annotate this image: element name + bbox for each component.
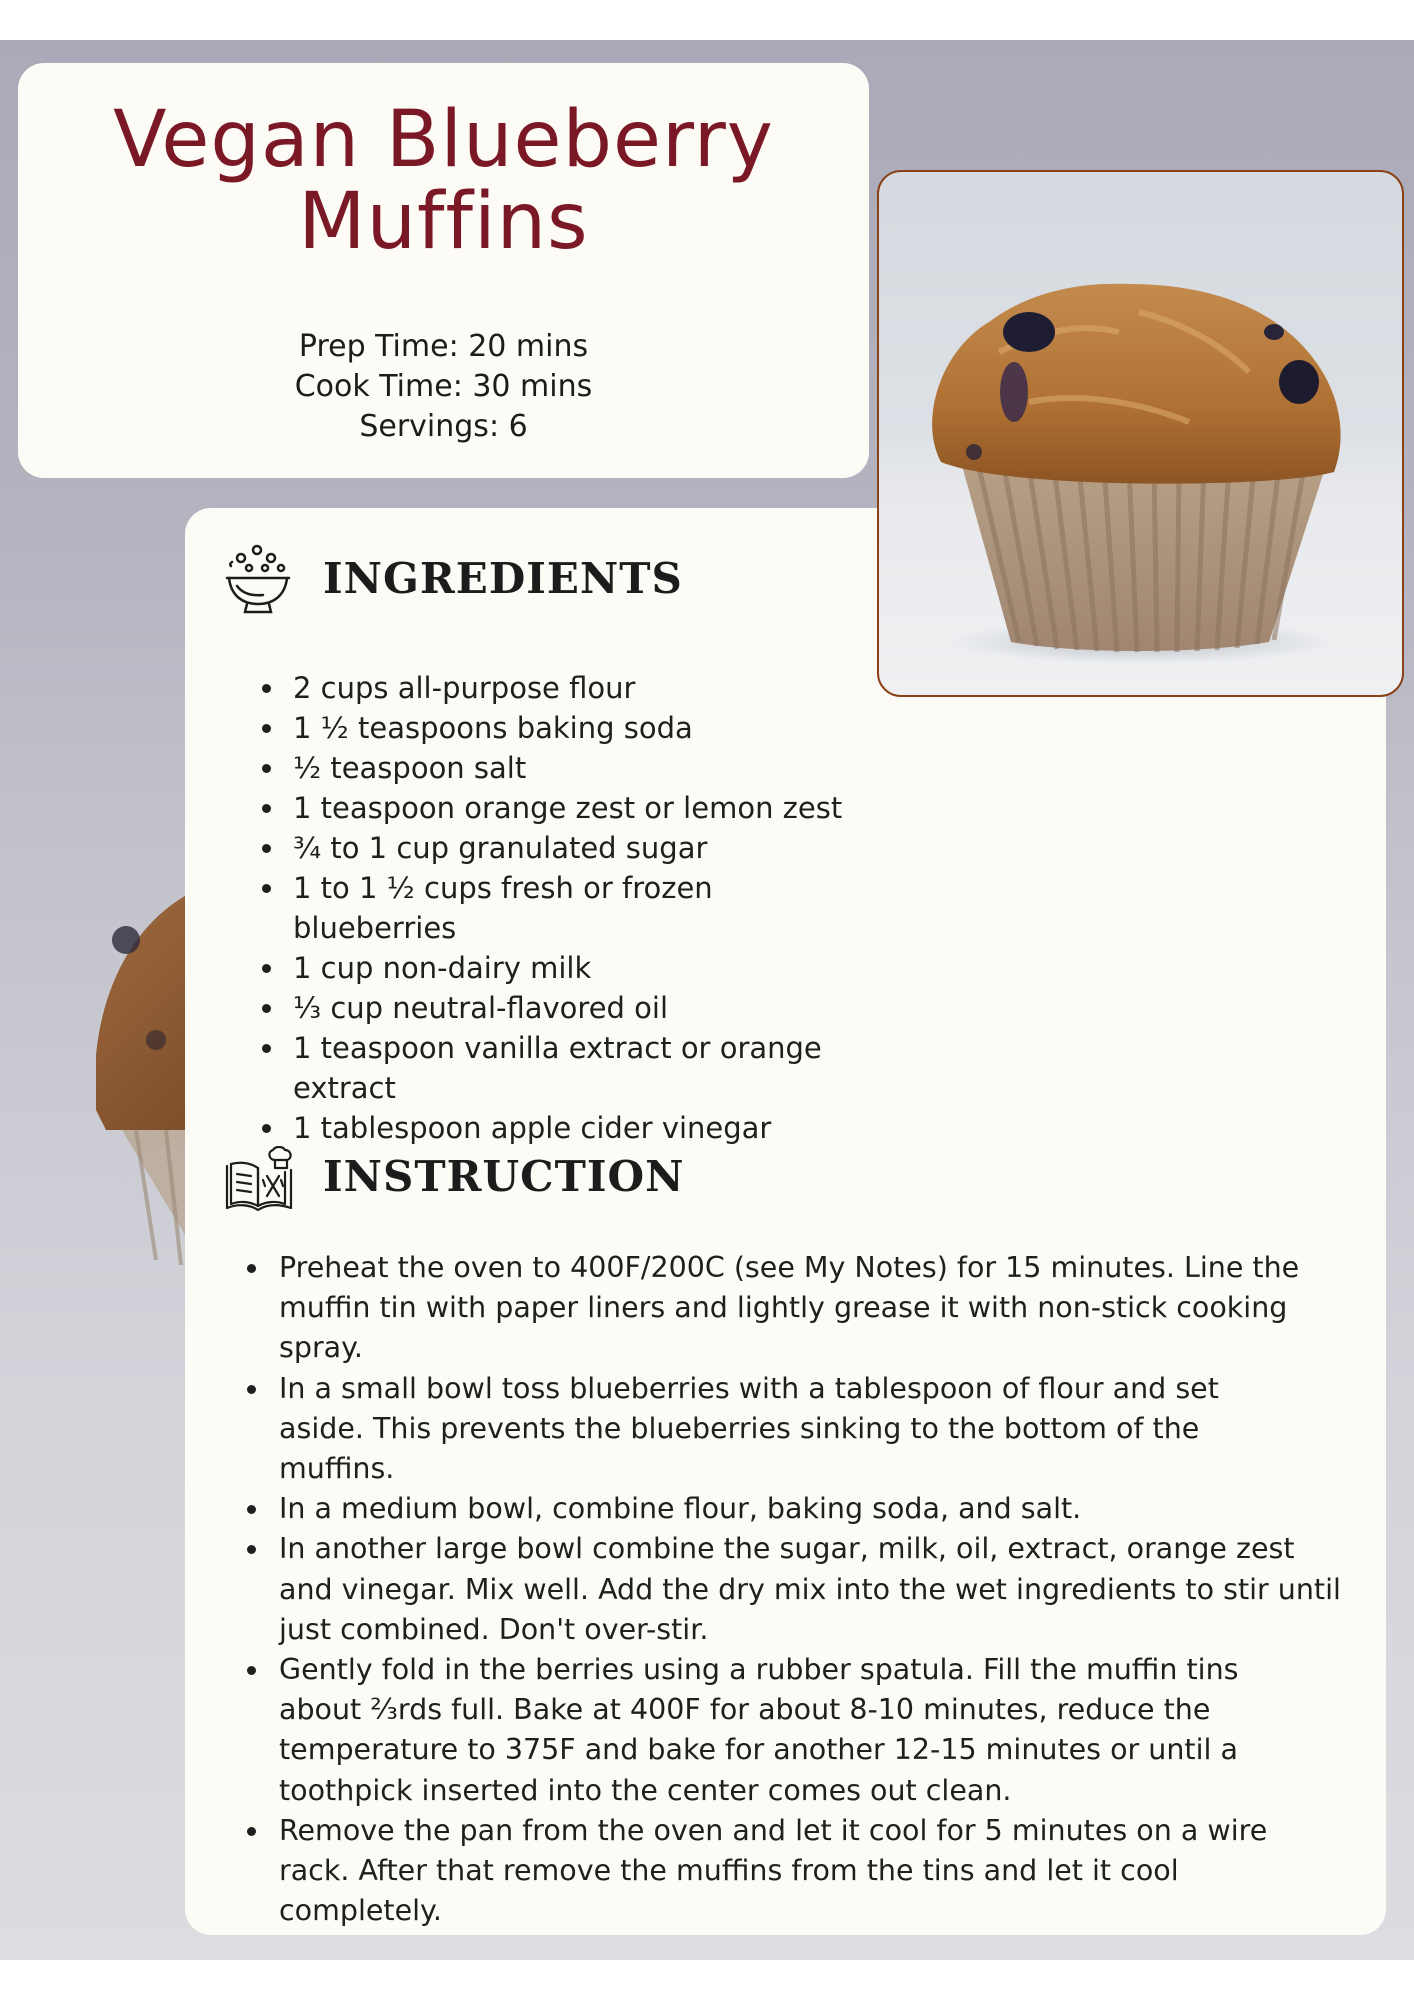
ingredient-item: 1 tablespoon apple cider vinegar [257, 1108, 857, 1148]
ingredients-list [257, 668, 857, 1148]
instruction-heading: INSTRUCTION [323, 1152, 685, 1201]
ingredient-item: 1 teaspoon orange zest or lemon zest [257, 788, 857, 828]
ingredient-item: 1 to 1 ½ cups fresh or frozen blueberries [257, 868, 733, 948]
muffin-image [879, 172, 1404, 697]
recipe-title [18, 95, 869, 267]
recipe-title-line-1: Vegan Blueberry [113, 95, 774, 185]
cook-time: Cook Time: 30 mins [294, 369, 593, 404]
recipe-body-card [185, 508, 1386, 1935]
instruction-step: Preheat the oven to 400F/200C (see My Notes) for 15 minutes. Line the muffin tin with paper liners and lightly grease it with non-stick cooking spray. [243, 1248, 1349, 1369]
ingredients-heading: INGREDIENTS [323, 554, 683, 603]
ingredient-item: 2 cups all-purpose flour [257, 668, 857, 708]
ingredient-item: ¾ to 1 cup granulated sugar [257, 828, 857, 868]
instruction-step: In a medium bowl, combine flour, baking soda, and salt. [243, 1489, 1343, 1529]
ingredient-item: ⅓ cup neutral-flavored oil [257, 988, 857, 1028]
title-card [18, 63, 869, 478]
ingredient-item: 1 ½ teaspoons baking soda [257, 708, 857, 748]
instruction-step: In a small bowl toss blueberries with a tablespoon of flour and set aside. This prevents the blueberries sinking to the bottom of the muffins. [243, 1369, 1309, 1490]
instruction-step: In another large bowl combine the sugar, milk, oil, extract, orange zest and vinegar. Mix well. Add the dry mix into the wet ingredients to stir until just combined. Don't over-stir. [243, 1529, 1349, 1650]
prep-time: Prep Time: 20 mins [298, 329, 589, 364]
ingredient-item: 1 cup non-dairy milk [257, 948, 857, 988]
ingredient-item: 1 teaspoon vanilla extract or orange extract [257, 1028, 853, 1108]
recipe-title-line-2: Muffins [298, 177, 589, 267]
bowl-icon [223, 544, 293, 616]
instruction-step: Remove the pan from the oven and let it cool for 5 minutes on a wire rack. After that remove the muffins from the tins and let it cool completely. [243, 1811, 1339, 1932]
ingredient-item: ½ teaspoon salt [257, 748, 857, 788]
cookbook-icon [223, 1146, 295, 1216]
servings: Servings: 6 [359, 409, 528, 444]
muffin-photo [877, 170, 1404, 697]
instruction-list [243, 1248, 1343, 1931]
instruction-step: Gently fold in the berries using a rubber spatula. Fill the muffin tins about ⅔rds full. Bake at 400F for about 8-10 minutes, reduce the temperature to 375F and bake for another 12-15 minutes or until a toothpick inserted into the center comes out clean. [243, 1650, 1309, 1811]
recipe-meta [18, 327, 869, 447]
